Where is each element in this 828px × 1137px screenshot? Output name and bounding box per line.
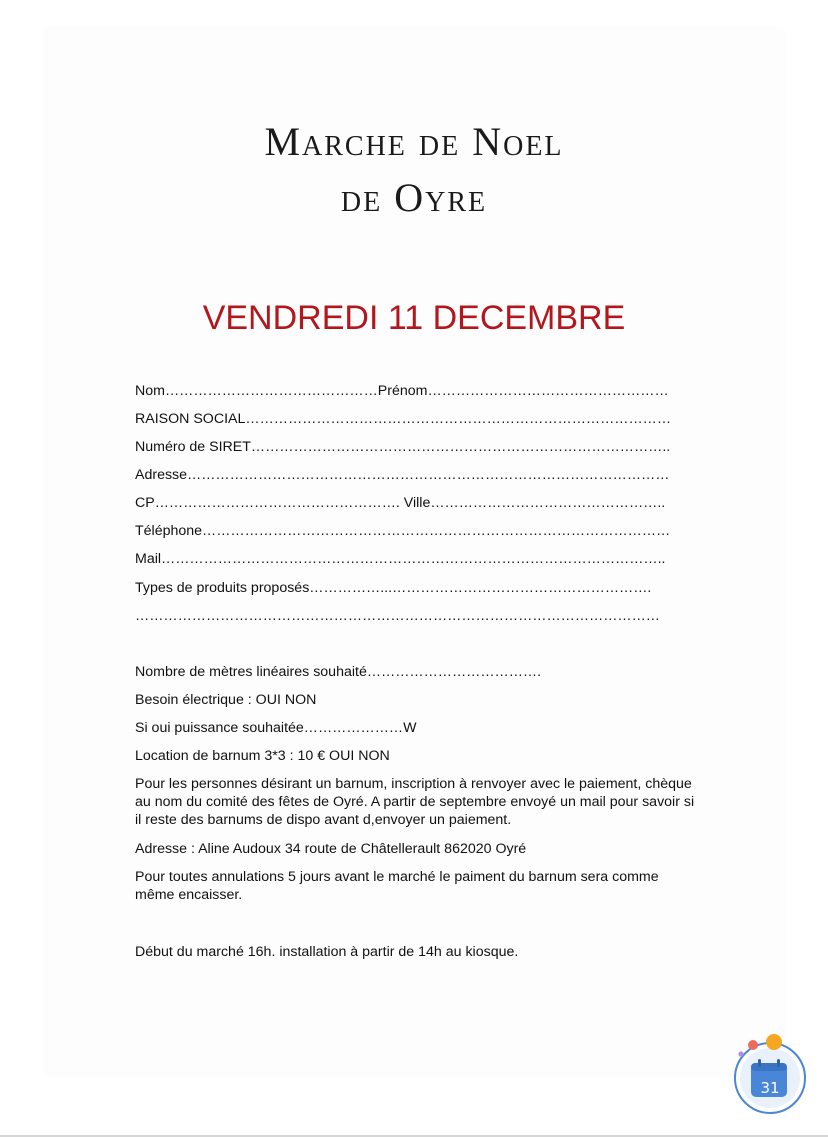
metres-lineaires-field: Nombre de mètres linéaires souhaité………………………………. <box>135 664 542 680</box>
adresse-envoi: Adresse : Aline Audoux 34 route de Châtellerault 862020 Oyré <box>135 841 527 857</box>
annulation-paragraph: Pour toutes annulations 5 jours avant le marché le paiment du barnum sera comme même encaisser. <box>135 869 659 903</box>
barnum-instructions-paragraph: Pour les personnes désirant un barnum, inscription à renvoyer avec le paiement, chèque au nom du comité des fêtes de Oyré. A partir de septembre envoyé un mail pour savoir si il reste des barnums de dispo avant d,envoyer un paiement. <box>135 776 695 828</box>
types-produits-field: Types de produits proposés……………...………………………………………………. <box>135 580 652 596</box>
puissance-field: Si oui puissance souhaitée…………………W <box>135 720 417 736</box>
telephone-field: Téléphone……………………………………………………………………………………… <box>135 523 671 539</box>
calendar-badge[interactable] <box>731 1032 811 1116</box>
cp-ville-field: CP……………………………………………. Ville………………………………………….. <box>135 495 666 511</box>
debut-marche: Début du marché 16h. installation à partir de 14h au kiosque. <box>135 944 519 960</box>
title-line-1: Marche de Noel <box>264 119 564 164</box>
location-barnum-field: Location de barnum 3*3 : 10 € OUI NON <box>135 748 390 764</box>
calendar-icon <box>731 1032 811 1116</box>
adresse-field: Adresse………………………………………………………………………………………… <box>135 467 670 483</box>
besoin-electrique-field: Besoin électrique : OUI NON <box>135 692 317 708</box>
siret-field: Numéro de SIRET…………………………………………………………………………….. <box>135 439 671 455</box>
title-line-2: de Oyre <box>340 175 488 220</box>
nom-prenom-field: Nom………………………………………Prénom…………………………………………… <box>135 383 669 399</box>
raison-sociale-field: RAISON SOCIAL……………………………………………………………………………… <box>135 411 672 427</box>
mail-field: Mail…………………………………………………………………………………………….. <box>135 551 666 567</box>
types-produits-continuation: ………………………………………………………………………………………………… <box>135 608 660 624</box>
event-date-heading: VENDREDI 11 DECEMBRE <box>202 299 626 337</box>
calendar-day: 31 <box>760 1079 780 1097</box>
